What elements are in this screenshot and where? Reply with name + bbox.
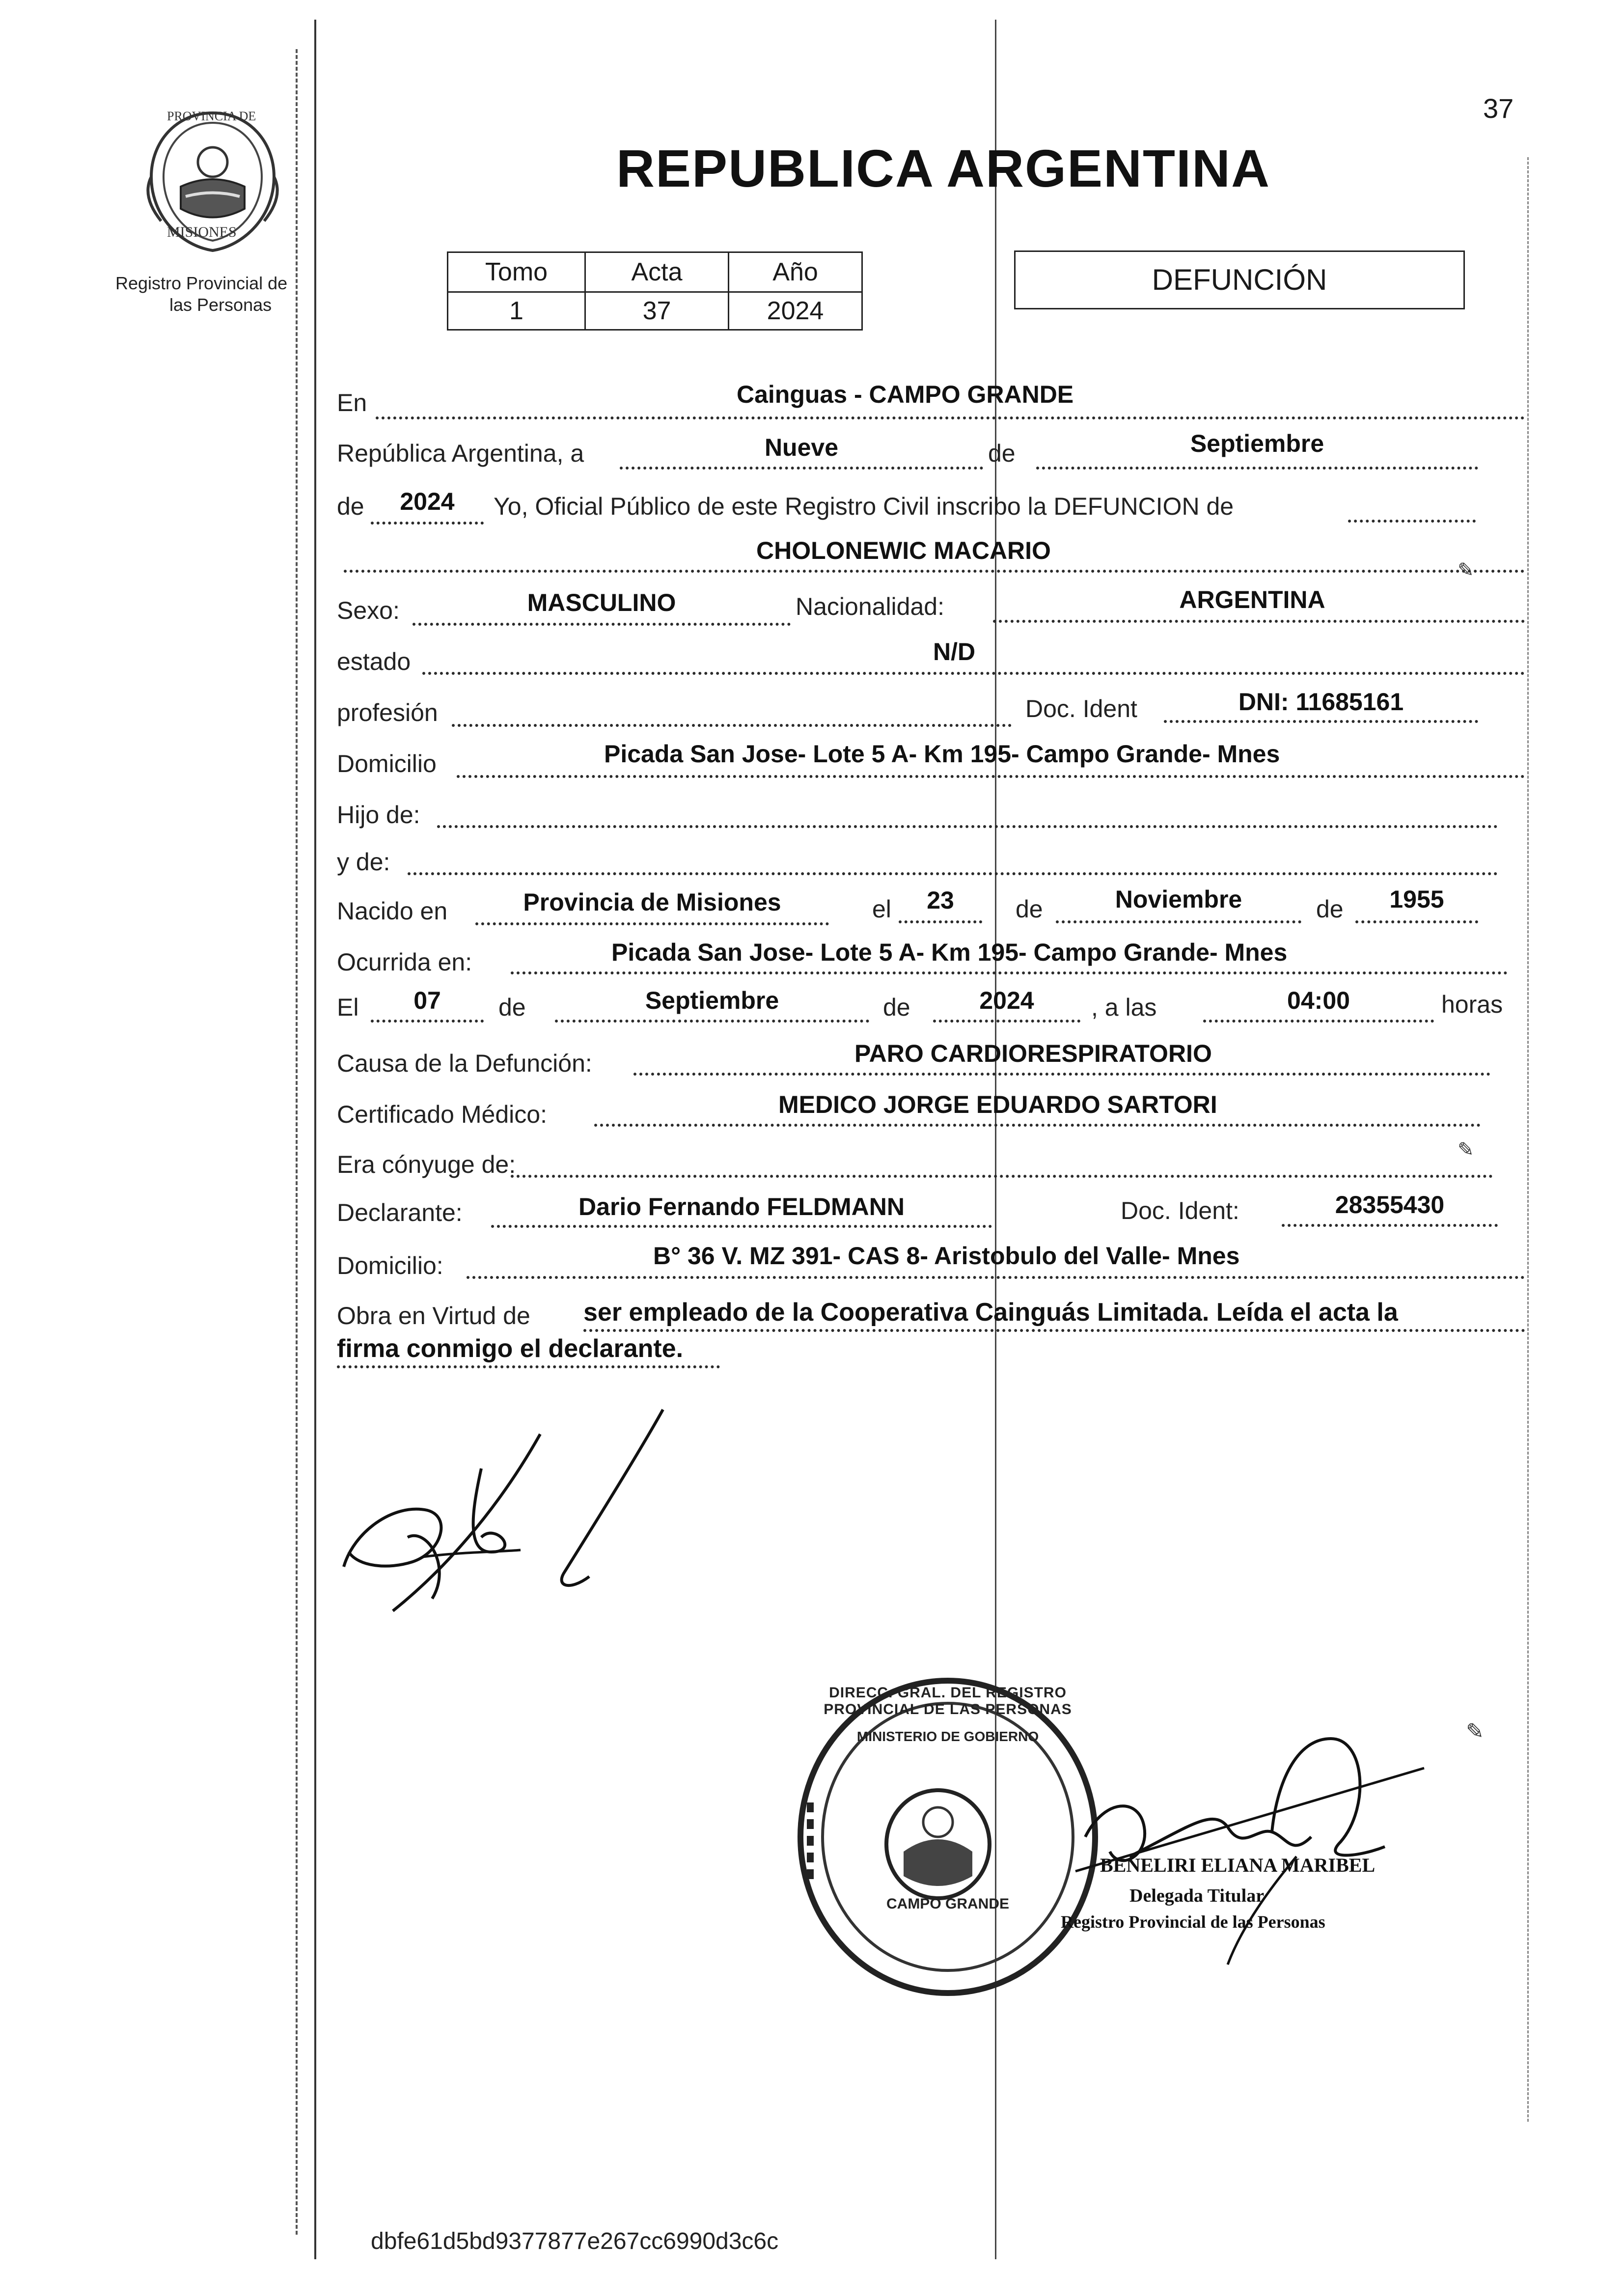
line-domicilio [457,775,1525,778]
field-estado: N/D [933,638,976,665]
label-nacionalidad: Nacionalidad: [796,593,944,620]
margin-line-left-dashed [296,49,298,2235]
line-ocurrida-en [511,971,1508,974]
acta-header: Acta [584,251,729,293]
label-de-2: de [337,493,364,520]
line-profesion [452,724,1012,727]
label-domicilio: Domicilio [337,750,437,777]
label-estado: estado [337,648,411,675]
field-lugar: Cainguas - CAMPO GRANDE [737,381,1074,408]
label-el: el [872,895,891,923]
field-anio: 2024 [400,488,455,515]
line-causa [633,1073,1490,1076]
field-nac-anio: 1955 [1389,886,1444,913]
field-nacionalidad: ARGENTINA [1179,586,1325,613]
line-mes [1036,467,1478,470]
field-declarante-domicilio: B° 36 V. MZ 391- CAS 8- Aristobulo del Valle- Mnes [653,1242,1240,1270]
line-certificado [594,1124,1481,1127]
acta-value: 37 [584,291,729,331]
stamp-city: CAMPO GRANDE [886,1896,1009,1912]
stamp-ring-text: DIRECC. GRAL. DEL REGISTRO PROVINCIAL DE LAS PERSONAS [824,1685,1072,1718]
line-dia [620,467,983,470]
anio-header: Año [728,251,863,293]
line-conyuge [511,1175,1493,1178]
tomo-header: Tomo [447,251,586,293]
line-nacionalidad [993,620,1525,623]
seal-text-top: PROVINCIA DE [167,109,256,123]
field-declarante: Dario Fernando FELDMANN [578,1193,905,1220]
field-def-anio: 2024 [979,987,1034,1014]
label-profesion: profesión [337,699,438,726]
field-sexo: MASCULINO [527,589,676,616]
line-declarante-domicilio [467,1276,1525,1279]
ink-mark-2: ✎ [1458,1139,1474,1161]
field-nombre: CHOLONEWIC MACARIO [756,537,1051,564]
line-declarante [491,1225,992,1228]
field-dia: Nueve [764,434,839,461]
label-de-1: de [988,440,1016,467]
label-a-las: , a las [1091,994,1157,1021]
label-de-6: de [883,994,910,1021]
label-el-2: El [337,994,359,1021]
label-yo: Yo, Oficial Público de este Registro Civil inscribo la DEFUNCION de [494,493,1234,520]
label-certificado: Certificado Médico: [337,1101,547,1128]
official-name: BENELIRI ELIANA MARIBEL [1100,1854,1376,1876]
label-declarante: Declarante: [337,1199,463,1226]
page-number: 37 [1483,93,1514,124]
field-declarante-doc: 28355430 [1335,1191,1445,1219]
document-hash: dbfe61d5bd9377877e267cc6990d3c6c [371,2228,779,2254]
declarant-signature [334,1405,678,1621]
label-horas: horas [1441,991,1503,1018]
line-def-dia [371,1020,484,1023]
label-hijo-de: Hijo de: [337,801,420,829]
line-dni [1164,720,1478,723]
label-de-3: de [1016,895,1043,923]
field-dni: DNI: 11685161 [1238,688,1404,716]
label-de-4: de [1316,895,1344,923]
label-ocurrida-en: Ocurrida en: [337,948,472,976]
registry-label-1: Registro Provincial de [115,273,288,293]
line-nombre [344,570,1525,573]
label-y-de: y de: [337,848,390,876]
field-domicilio: Picada San Jose- Lote 5 A- Km 195- Campo Grande- Mnes [604,740,1280,768]
field-nac-dia: 23 [927,887,954,914]
field-nacido-en: Provincia de Misiones [523,888,781,916]
line-lugar [376,416,1525,419]
label-nacido-en: Nacido en [337,897,448,925]
label-en: En [337,389,367,416]
line-nac-anio [1355,920,1478,923]
label-conyuge: Era cónyuge de: [337,1151,516,1178]
line-estado [422,672,1525,675]
line-anio [371,522,484,525]
label-domicilio-2: Domicilio: [337,1252,443,1279]
record-type-box: DEFUNCIÓN [1014,250,1465,309]
line-defuncion [1348,520,1476,523]
margin-line-right [1527,157,1529,2122]
registry-label-2: las Personas [169,295,272,315]
tomo-value: 1 [447,291,586,331]
margin-line-left [314,20,316,2259]
official-signature [1066,1709,1429,1974]
label-doc-ident-2: Doc. Ident: [1121,1197,1239,1224]
line-def-anio [933,1020,1080,1023]
field-def-hora: 04:00 [1287,987,1350,1014]
field-certificado: MEDICO JORGE EDUARDO SARTORI [778,1091,1217,1118]
line-nac-mes [1056,920,1301,923]
line-hijo-de [437,825,1498,828]
field-causa: PARO CARDIORESPIRATORIO [854,1040,1212,1067]
seal-text-bottom: MISIONES [167,224,237,240]
field-nac-mes: Noviembre [1115,886,1242,913]
label-doc-ident: Doc. Ident [1025,695,1137,722]
line-declarante-doc [1282,1224,1498,1227]
label-de-5: de [498,994,526,1021]
label-sexo: Sexo: [337,597,400,624]
ink-mark-1: ✎ [1458,559,1474,581]
label-republica: República Argentina, a [337,440,584,467]
line-y-de [408,872,1498,875]
label-causa: Causa de la Defunción: [337,1050,592,1077]
line-obra-2 [337,1365,720,1368]
ink-mark-3: ✎ [1466,1719,1484,1744]
field-obra-line2: firma conmigo el declarante. [337,1334,684,1363]
field-mes: Septiembre [1190,430,1324,457]
page-title: REPUBLICA ARGENTINA [616,139,1270,198]
field-def-mes: Septiembre [645,987,779,1014]
field-def-dia: 07 [413,987,441,1014]
label-obra: Obra en Virtud de [337,1302,530,1330]
official-role: Delegada Titular [1129,1885,1265,1906]
line-nacido-en [475,922,829,925]
line-obra-1 [583,1329,1525,1332]
line-nac-dia [899,920,982,923]
stamp-inner-text: MINISTERIO DE GOBIERNO [856,1729,1039,1744]
anio-value: 2024 [728,291,863,331]
field-ocurrida-en: Picada San Jose- Lote 5 A- Km 195- Campo Grande- Mnes [611,939,1288,966]
field-obra-line1: ser empleado de la Cooperativa Cainguás Limitada. Leída el acta la [583,1298,1398,1327]
line-def-hora [1203,1020,1434,1023]
official-org: Registro Provincial de las Personas [1061,1912,1325,1932]
line-def-mes [555,1020,869,1023]
registry-stamp [791,1675,1105,1999]
line-sexo [413,623,791,626]
